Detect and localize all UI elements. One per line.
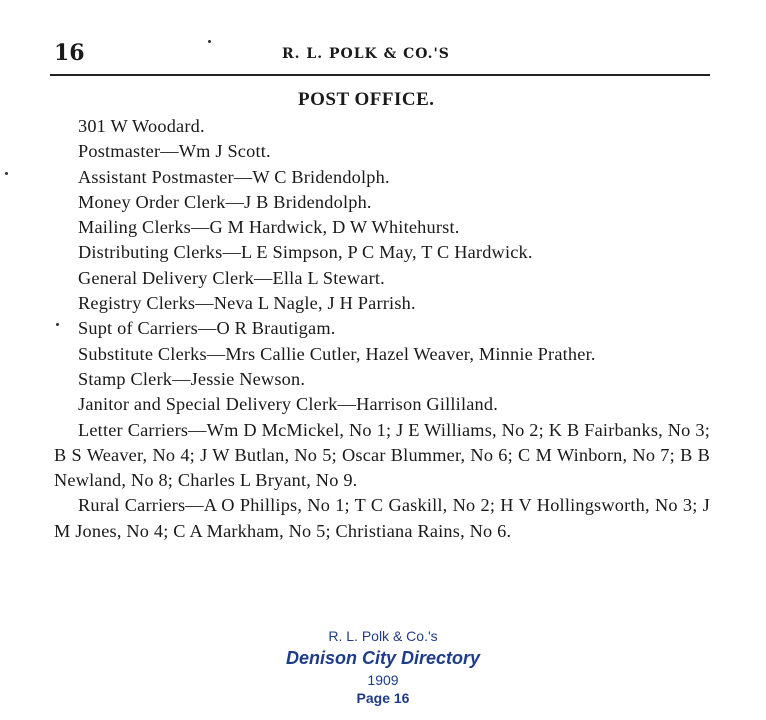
entry-mailing-clerks: Mailing Clerks—G M Hardwick, D W Whitehurst.	[78, 217, 460, 238]
directory-entries	[54, 114, 710, 544]
header-rule	[50, 74, 710, 76]
entry-janitor: Janitor and Special Delivery Clerk—Harrison Gilliland.	[78, 394, 498, 415]
caption-year: 1909	[367, 672, 399, 688]
scan-speck	[5, 172, 8, 175]
section-heading: POST OFFICE.	[298, 89, 435, 110]
page-number: 16	[54, 40, 85, 66]
entry-stamp-clerk: Stamp Clerk—Jessie Newson.	[78, 368, 306, 389]
caption-publisher: R. L. Polk & Co.'s	[328, 628, 438, 644]
entry-registry-clerks: Registry Clerks—Neva L Nagle, J H Parrish.	[78, 293, 416, 314]
entry-letter-carriers: Letter Carriers—Wm D McMickel, No 1; J E Williams, No 2; K B Fairbanks, No 3; B S Weaver, No 4; J W Butlan, No 5; Oscar Blummer, No 6; C M Winborn, No 7; B B Newland, No 8; Charles L Bryant, No 9.	[54, 419, 710, 491]
scan-speck	[56, 323, 59, 326]
caption-page: Page 16	[356, 690, 410, 706]
entry-rural-carriers: Rural Carriers—A O Phillips, No 1; T C Gaskill, No 2; H V Hollingsworth, No 3; J M Jones, No 4; C A Markham, No 5; Christiana Rains, No 6.	[54, 495, 710, 541]
scan-speck	[208, 40, 211, 43]
caption-title: Denison City Directory	[285, 648, 481, 668]
entry-postmaster: Postmaster—Wm J Scott.	[78, 141, 271, 162]
entry-address: 301 W Woodard.	[78, 116, 205, 136]
entry-distributing-clerks: Distributing Clerks—L E Simpson, P C May, T C Hardwick.	[78, 242, 533, 263]
entry-money-order-clerk: Money Order Clerk—J B Bridendolph.	[78, 191, 372, 212]
running-head: R. L. POLK & CO.'S	[282, 46, 450, 62]
entry-general-delivery-clerk: General Delivery Clerk—Ella L Stewart.	[78, 267, 385, 288]
entry-supt-of-carriers: Supt of Carriers—O R Brautigam.	[78, 318, 336, 339]
entry-assistant-postmaster: Assistant Postmaster—W C Bridendolph.	[78, 166, 390, 187]
entry-substitute-clerks: Substitute Clerks—Mrs Callie Cutler, Hazel Weaver, Minnie Prather.	[78, 343, 596, 364]
